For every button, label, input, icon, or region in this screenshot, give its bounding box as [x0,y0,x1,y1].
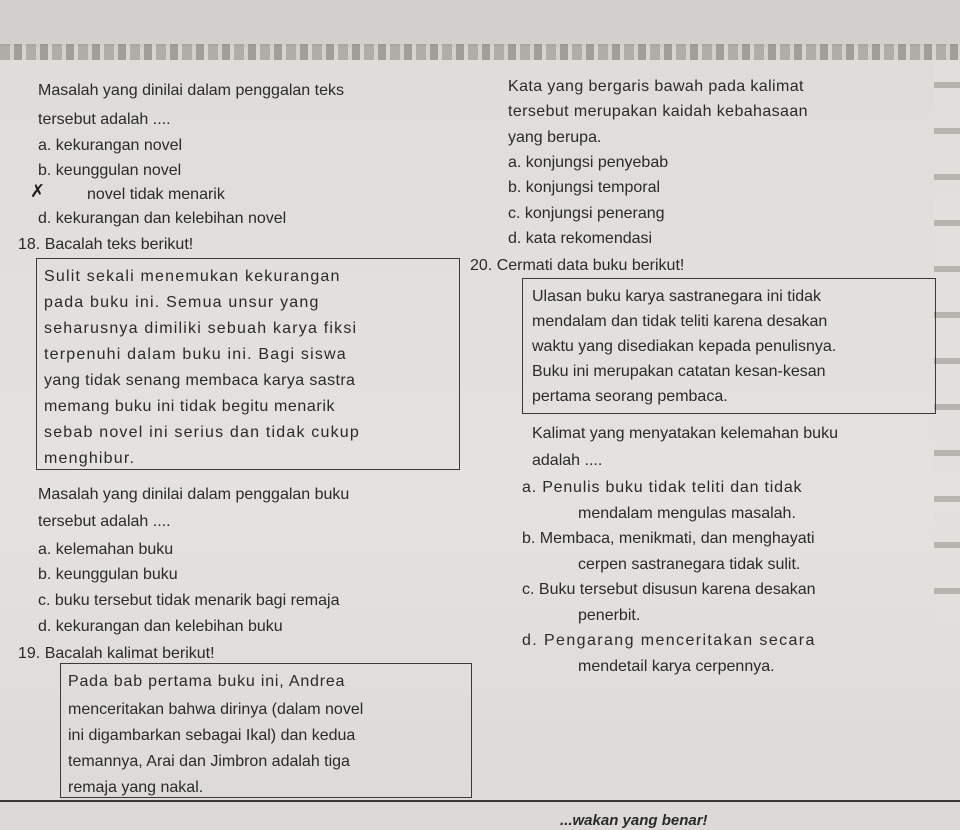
question-19-title: 19. Bacalah kalimat berikut! [18,645,215,662]
q20-data-line: waktu yang disediakan kepada penulisnya. [532,338,837,355]
q18-passage-line: memang buku ini tidak begitu menarik [44,398,336,415]
q18-passage-line: sebab novel ini serius dan tidak cukup [44,424,360,441]
q17-option-c: c. konjungsi penerang [508,205,665,222]
question-17-stem-line3: yang berupa. [508,129,602,146]
q18-passage-line: yang tidak senang membaca karya sastra [44,372,356,389]
q18-passage-line: terpenuhi dalam buku ini. Bagi siswa [44,346,347,363]
q19-passage-line: ini digambarkan sebagai Ikal) dan kedua [68,727,356,744]
question-17-stem-line1: Kata yang bergaris bawah pada kalimat [508,78,804,95]
next-instruction-partial: ...wakan yang benar! [560,812,708,829]
q20-option-a-line1: a. Penulis buku tidak teliti dan tidak [522,479,803,496]
q20-data-line: Ulasan buku karya sastranegara ini tidak [532,288,822,305]
q18-passage-line: menghibur. [44,450,136,467]
q19-passage-line: temannya, Arai dan Jimbron adalah tiga [68,753,350,770]
q18-passage-line: Sulit sekali menemukan kekurangan [44,268,341,285]
q20-option-b-line2: cerpen sastranegara tidak sulit. [578,556,801,573]
q17-option-b: b. konjungsi temporal [508,179,661,196]
question-18-stem-line2: tersebut adalah .... [38,513,171,530]
q20-option-d-line1: d. Pengarang menceritakan secara [522,632,816,649]
q17-option-d: d. kata rekomendasi [508,230,653,247]
q18-passage-line: seharusnya dimiliki sebuah karya fiksi [44,320,358,337]
question-18-title: 18. Bacalah teks berikut! [18,236,194,253]
q20-data-line: mendalam dan tidak teliti karena desakan [532,313,828,330]
q19-passage-line: Pada bab pertama buku ini, Andrea [68,673,346,690]
question-20-title: 20. Cermati data buku berikut! [470,257,685,274]
decorative-border [0,44,960,60]
section-divider [0,800,960,802]
prev-option-a: a. kekurangan novel [38,137,183,154]
decorative-edge [934,60,960,620]
q20-data-line: pertama seorang pembaca. [532,388,728,405]
q19-passage-line: menceritakan bahwa dirinya (dalam novel [68,701,364,718]
q20-option-c-line2: penerbit. [578,607,641,624]
question-20-stem-line1: Kalimat yang menyatakan kelemahan buku [532,425,838,442]
q18-option-b: b. keunggulan buku [38,566,178,583]
prev-question-stem-line2: tersebut adalah .... [38,111,171,128]
q18-option-a: a. kelemahan buku [38,541,174,558]
q18-passage-line: pada buku ini. Semua unsur yang [44,294,320,311]
question-20-stem-line2: adalah .... [532,452,603,469]
q20-option-c-line1: c. Buku tersebut disusun karena desakan [522,581,816,598]
q20-option-d-line2: mendetail karya cerpennya. [578,658,775,675]
question-17-stem-line2: tersebut merupakan kaidah kebahasaan [508,103,808,120]
prev-option-c: novel tidak menarik [87,186,225,203]
q20-option-a-line2: mendalam mengulas masalah. [578,505,796,522]
prev-question-stem-line1: Masalah yang dinilai dalam penggalan teks [38,82,344,99]
top-margin [0,0,960,46]
q17-option-a: a. konjungsi penyebab [508,154,669,171]
prev-option-b: b. keunggulan novel [38,162,182,179]
q18-option-d: d. kekurangan dan kelebihan buku [38,618,283,635]
q20-data-line: Buku ini merupakan catatan kesan-kesan [532,363,826,380]
q19-passage-line: remaja yang nakal. [68,779,204,796]
question-18-stem-line1: Masalah yang dinilai dalam penggalan buku [38,486,350,503]
prev-option-d: d. kekurangan dan kelebihan novel [38,210,287,227]
answer-mark-icon: ✗ [30,181,46,201]
q20-option-b-line1: b. Membaca, menikmati, dan menghayati [522,530,815,547]
q18-option-c: c. buku tersebut tidak menarik bagi remaja [38,592,340,609]
